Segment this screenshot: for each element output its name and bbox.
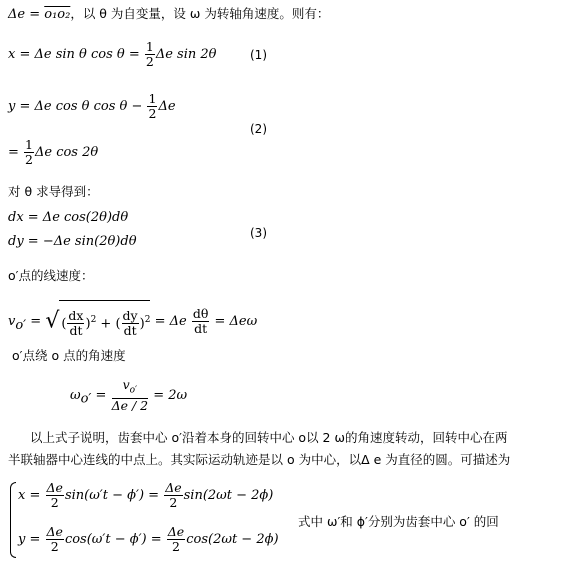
dt: dt <box>69 323 83 339</box>
x-frac-2 <box>164 481 182 510</box>
eq3-dy: dy = −Δe sin(2θ)dθ <box>8 234 137 249</box>
velocity-equation <box>8 300 257 345</box>
eq3-tag: (3) <box>250 226 267 240</box>
equation-2-line1 <box>8 92 176 122</box>
v-subscript: o′ <box>15 317 27 333</box>
eq2-den: 2 <box>148 106 157 121</box>
dx: dx <box>68 308 84 324</box>
eq3-dx: dx = Δe cos(2θ)dθ <box>8 210 129 225</box>
omega-eq: = <box>91 387 111 403</box>
definition-line <box>8 6 329 23</box>
eq2-fraction <box>147 92 157 121</box>
y-mid: cos(ω′t − ϕ′) = <box>64 532 166 547</box>
x-frac-1 <box>46 481 64 510</box>
eq1-tag: (1) <box>250 48 267 62</box>
v-tail: = Δeω <box>210 314 258 330</box>
y-frac-2 <box>167 525 185 554</box>
sqrt-body: ( $\frac{dx}{dt}$ )$^2$ + ( $\frac{dy}{dt}$ )$^2$ <box>59 300 150 343</box>
plus: + <box>96 316 116 332</box>
velocity-intro: o′点的线速度： <box>8 268 94 283</box>
y-num-1: Δe <box>46 524 63 539</box>
eq2-line2-b: Δe cos 2θ <box>34 145 99 160</box>
definition-text: ，以 θ 为自变量，设 ω 为转轴角速度。则有： <box>70 6 330 21</box>
v-eq: = <box>26 314 46 330</box>
dydt-fraction <box>122 309 139 338</box>
y-den-2: 2 <box>172 539 180 554</box>
y-num-2: Δe <box>167 524 185 539</box>
omega-symbol: ω <box>70 387 81 403</box>
definition-equation: Δe = <box>8 7 45 22</box>
eq2-line1-b: Δe <box>158 99 176 114</box>
y-den-1: 2 <box>50 539 59 554</box>
dthetadt-fraction <box>192 307 210 336</box>
eq1-fraction <box>145 40 155 69</box>
y-lhs: y = <box>18 532 45 547</box>
system-y <box>18 522 279 558</box>
x-num-1: Δe <box>46 480 63 495</box>
eq2-fraction-2 <box>24 138 34 167</box>
x-tail: sin(2ωt − 2ϕ) <box>183 488 274 503</box>
equation-1 <box>8 40 217 70</box>
omega-den: Δe / 2 <box>111 397 149 413</box>
eq2-num-2: 1 <box>25 137 33 152</box>
eq2-line1-a: y = Δe cos θ cos θ − <box>8 99 147 114</box>
angular-equation <box>70 378 187 416</box>
o1o2-segment: o₁o₂ <box>44 7 71 22</box>
y-frac-1 <box>46 525 64 554</box>
sq-1: 2 <box>90 315 97 325</box>
angular-intro: o′点绕 o 点的角速度 <box>12 348 126 363</box>
v-mid: = Δe <box>150 314 191 330</box>
omega-fraction <box>112 378 149 413</box>
x-lhs: x = <box>18 488 45 503</box>
paragraph-line-2: 半联轴器中心连线的中点上。其实际运动轨迹是以 o 为中心，以Δ e 为直径的圆。可描述为 <box>8 452 511 467</box>
paragraph-line-1: 以上式子说明，齿套中心 o′沿着本身的回转中心 o以 2 ω的角速度转动，回转中心在两 <box>30 430 508 445</box>
omega-tail: = 2ω <box>149 387 188 403</box>
dtheta: dθ <box>192 306 209 322</box>
eq2-tag: (2) <box>250 122 267 136</box>
dt-2: dt <box>123 323 137 339</box>
trailing-text: 式中 ω′和 ϕ′分别为齿套中心 o′ 的回 <box>298 514 499 529</box>
omega-num-sub: o′ <box>129 385 138 396</box>
eq2-line2-a: = <box>8 145 24 160</box>
eq2-den-2: 2 <box>25 152 33 167</box>
x-den-1: 2 <box>50 495 59 510</box>
dt-3: dt <box>194 321 208 337</box>
x-mid: sin(ω′t − ϕ′) = <box>64 488 164 503</box>
derivative-intro: 对 θ 求导得到： <box>8 184 99 199</box>
equation-2-line2 <box>8 138 98 168</box>
eq1-num: 1 <box>145 39 154 54</box>
eq1-rhs: Δe sin 2θ <box>155 47 217 62</box>
v-symbol: v <box>8 314 16 330</box>
eq1-lhs: x = Δe sin θ cos θ = <box>8 47 144 62</box>
y-tail: cos(2ωt − 2ϕ) <box>186 532 279 547</box>
system-brace <box>10 482 16 558</box>
system-x <box>18 478 273 514</box>
x-den-2: 2 <box>169 495 178 510</box>
x-num-2: Δe <box>165 480 182 495</box>
eq2-num: 1 <box>148 91 157 106</box>
sq-2: 2 <box>144 315 151 325</box>
omega-num: v <box>122 377 130 392</box>
sqrt-sign: √ <box>45 308 60 334</box>
omega-subscript: o′ <box>80 391 92 407</box>
dy: dy <box>122 308 138 324</box>
dxdt-fraction <box>67 309 84 338</box>
eq1-den: 2 <box>145 54 154 69</box>
